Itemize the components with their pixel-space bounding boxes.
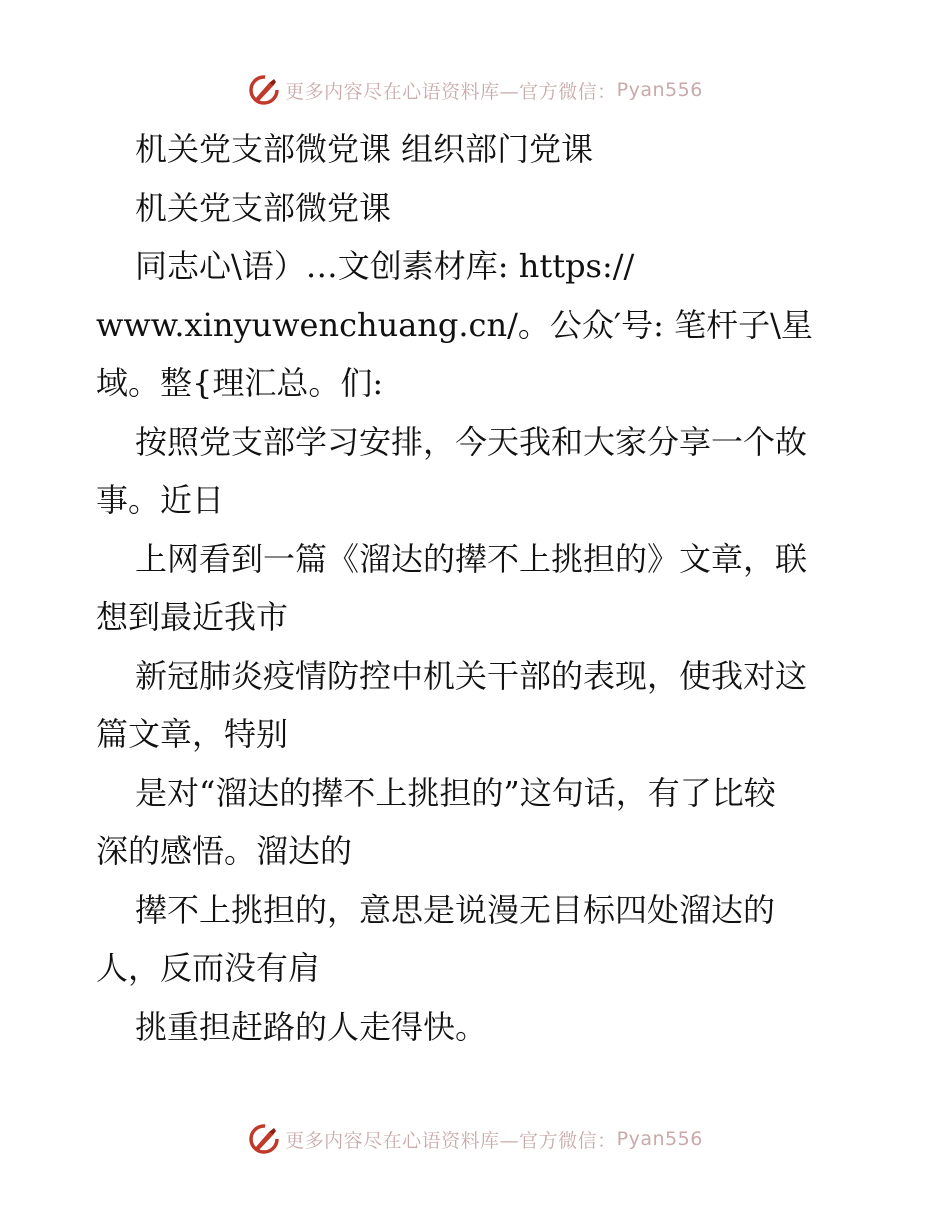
- watermark-wechat: Pyan556: [616, 79, 703, 101]
- text-line: 按照党支部学习安排，今天我和大家分享一个故: [135, 422, 808, 461]
- watermark-wechat: Pyan556: [616, 1128, 703, 1150]
- text-line: 篇文章，特别: [96, 715, 289, 753]
- text-line: 上网看到一篇《溜达的撵不上挑担的》文章，联: [135, 539, 808, 578]
- watermark-text: 更多内容尽在心语资料库—官方微信：: [285, 1129, 617, 1152]
- text-line: 机关党支部微党课: [135, 188, 392, 227]
- text-line: 同志心\语）…文创素材库: https://: [135, 247, 635, 285]
- text-line: 新冠肺炎疫情防控中机关干部的表现，使我对这: [135, 656, 808, 695]
- text-line: 事。近日: [96, 481, 225, 519]
- watermark-text: 更多内容尽在心语资料库—官方微信：: [285, 80, 617, 103]
- text-line: 想到最近我市: [96, 598, 289, 636]
- watermark-header: [0, 72, 950, 108]
- text-line: 挑重担赶路的人走得快。: [135, 1007, 488, 1046]
- watermark-footer: [0, 1121, 950, 1157]
- text-line: 机关党支部微党课 组织部门党课: [135, 130, 594, 168]
- pen-logo-icon: [247, 1122, 281, 1156]
- text-line: 域。整{理汇总。们:: [96, 364, 384, 402]
- text-line: 是对“溜达的撵不上挑担的”这句话，有了比较: [135, 773, 776, 812]
- text-line: 深的感悟。溜达的: [96, 832, 353, 870]
- text-line: www.xinyuwenchuang.cn/。公众′号: 笔杆子\星: [96, 305, 813, 344]
- text-line: 人，反而没有肩: [96, 949, 321, 987]
- pen-logo-icon: [247, 73, 281, 107]
- document-body: [96, 120, 856, 1056]
- text-line: 撵不上挑担的，意思是说漫无目标四处溜达的: [135, 890, 776, 929]
